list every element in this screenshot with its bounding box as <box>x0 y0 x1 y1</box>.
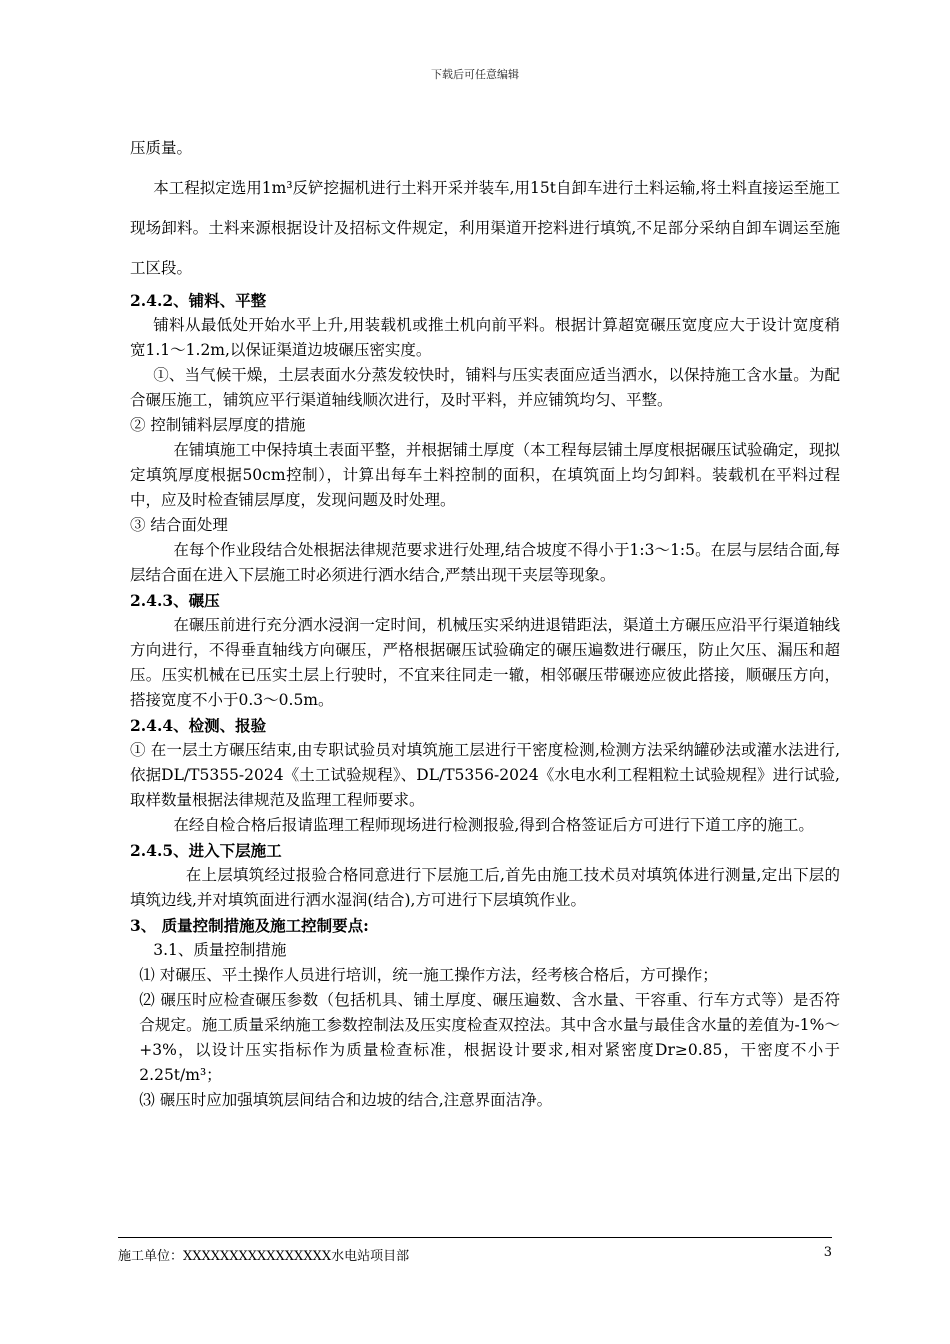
paragraph: 在经自检合格后报请监理工程师现场进行检测报验,得到合格签证后方可进行下道工序的施工。 <box>173 816 814 834</box>
section-heading: 2.4.5、进入下层施工 <box>130 841 282 860</box>
page-number: 3 <box>823 1245 832 1260</box>
paragraph: 在上层填筑经过报验合格同意进行下层施工后,首先由施工技术员对填筑体进行测量,定出下层的填筑边线,并对填筑面进行洒水湿润(结合),方可进行下层填筑作业。 <box>130 866 840 909</box>
section-heading: 2.4.2、铺料、平整 <box>130 291 267 310</box>
paragraph: 在每个作业段结合处根据法律规范要求进行处理,结合坡度不得小于1:3～1:5。在层与层结合面,每层结合面在进入下层施工时必须进行洒水结合,严禁出现干夹层等现象。 <box>130 541 840 584</box>
paragraph: 本工程拟定选用1m³反铲挖掘机进行土料开采并装车,用15t自卸车进行土料运输,将土料直接运至施工现场卸料。土料来源根据设计及招标文件规定，利用渠道开挖料进行填筑,不足部分采纳自卸车调运至施工区段。 <box>130 179 840 277</box>
paragraph: 铺料从最低处开始水平上升,用装载机或推土机向前平料。根据计算超宽碾压宽度应大于设计宽度稍宽1.1～1.2m,以保证渠道边坡碾压密实度。 <box>130 316 840 359</box>
footer-divider <box>118 1237 832 1238</box>
paragraph: 在铺填施工中保持填土表面平整，并根据铺土厚度（本工程每层铺土厚度根据碾压试验确定，现拟定填筑厚度根据50cm控制），计算出每车土料控制的面积，在填筑面上均匀卸料。装载机在平料过程中，应及时检查铺层厚度，发现问题及时处理。 <box>130 441 840 509</box>
sub-heading: ② 控制铺料层厚度的措施 <box>130 416 306 434</box>
list-item: ⑵ 碾压时应检查碾压参数（包括机具、铺土厚度、碾压遍数、含水量、干容重、行车方式等）是否符合规定。施工质量采纳施工参数控制法及压实度检查双控法。其中含水量与最佳含水量的差值为-1%～+3%，以设计压实指标作为质量检查标准，根据设计要求,相对紧密度Dr≥0.85，干密度不小于2.25t/m³； <box>139 991 840 1084</box>
paragraph: ①、当气候干燥，土层表面水分蒸发较快时，铺料与压实表面应适当洒水，以保持施工含水量。为配合碾压施工，铺筑应平行渠道轴线顺次进行，及时平料，并应铺筑均匀、平整。 <box>130 366 840 409</box>
sub-heading: 3.1、质量控制措施 <box>153 941 287 959</box>
section-heading: 3、 质量控制措施及施工控制要点: <box>130 916 369 935</box>
sub-heading: ③ 结合面处理 <box>130 516 228 534</box>
list-item: ⑶ 碾压时应加强填筑层间结合和边坡的结合,注意界面洁净。 <box>139 1091 553 1109</box>
paragraph: ① 在一层土方碾压结束,由专职试验员对填筑施工层进行干密度检测,检测方法采纳罐砂法或灌水法进行,依据DL/T5355-2024《土工试验规程》、DL/T5356-2024《水电水利工程粗粒土试验规程》进行试验,取样数量根据法律规范及监理工程师要求。 <box>130 741 840 809</box>
header-note: 下载后可任意编辑 <box>431 68 519 81</box>
footer-organization: 施工单位：XXXXXXXXXXXXXXXX水电站项目部 <box>118 1249 410 1264</box>
paragraph: 压质量。 <box>130 139 193 157</box>
section-heading: 2.4.3、碾压 <box>130 591 220 610</box>
paragraph: 在碾压前进行充分洒水浸润一定时间，机械压实采纳进退错距法，渠道土方碾压应沿平行渠道轴线方向进行，不得垂直轴线方向碾压，严格根据碾压试验确定的碾压遍数进行碾压，防止欠压、漏压和超压。压实机械在已压实土层上行驶时，不宜来往同走一辙，相邻碾压带碾迹应彼此搭接，顺碾压方向，搭接宽度不小于0.3～0.5m。 <box>130 616 840 709</box>
document-body <box>130 128 840 1113</box>
list-item: ⑴ 对碾压、平土操作人员进行培训，统一施工操作方法，经考核合格后，方可操作； <box>139 966 718 984</box>
section-heading: 2.4.4、检测、报验 <box>130 716 267 735</box>
